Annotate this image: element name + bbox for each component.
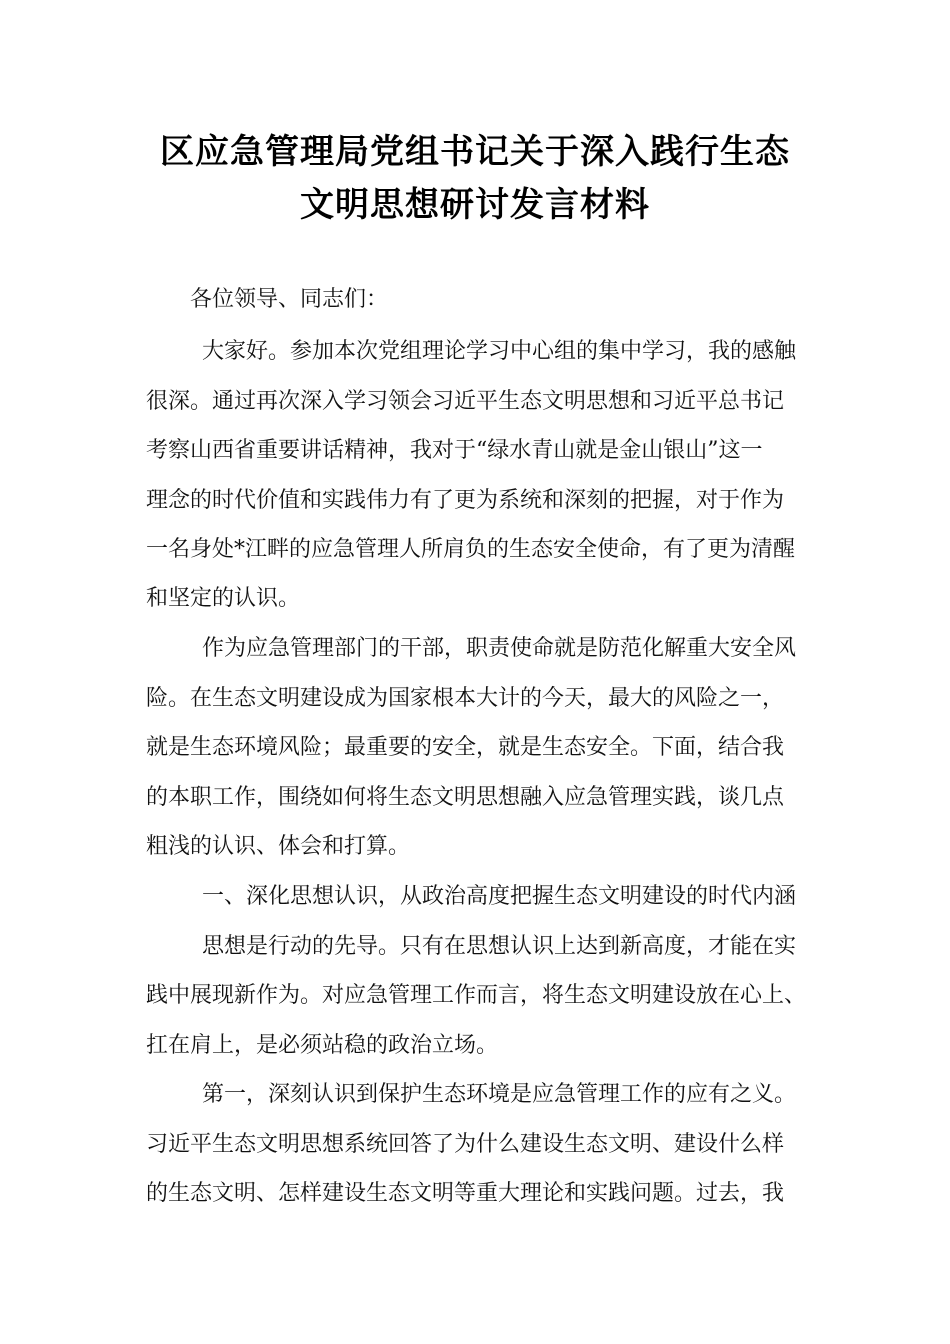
body-line: 和坚定的认识。 [146, 586, 301, 611]
salutation: 各位领导、同志们： [190, 287, 389, 312]
body-line: 践中展现新作为。对应急管理工作而言，将生态文明建设放在心上、 [146, 983, 807, 1008]
body-line: 第一，深刻认识到保护生态环境是应急管理工作的应有之义。 [202, 1082, 797, 1107]
body-line: 作为应急管理部门的干部，职责使命就是防范化解重大安全风 [202, 636, 797, 661]
body-line: 思想是行动的先导。只有在思想认识上达到新高度，才能在实 [202, 934, 797, 959]
document-title-line-2: 文明思想研讨发言材料 [300, 185, 650, 225]
section-heading: 一、深化思想认识，从政治高度把握生态文明建设的时代内涵 [202, 884, 797, 909]
body-line: 扛在肩上，是必须站稳的政治立场。 [146, 1033, 499, 1058]
body-line: 险。在生态文明建设成为国家根本大计的今天，最大的风险之一， [146, 686, 785, 711]
body-line: 的生态文明、怎样建设生态文明等重大理论和实践问题。过去，我 [146, 1181, 785, 1206]
body-line: 理念的时代价值和实践伟力有了更为系统和深刻的把握，对于作为 [146, 488, 785, 513]
body-line: 粗浅的认识、体会和打算。 [146, 834, 411, 859]
body-line: 很深。通过再次深入学习领会习近平生态文明思想和习近平总书记 [146, 389, 785, 414]
body-line: 习近平生态文明思想系统回答了为什么建设生态文明、建设什么样 [146, 1132, 785, 1157]
body-line: 的本职工作，围绕如何将生态文明思想融入应急管理实践，谈几点 [146, 785, 785, 810]
body-line: 考察山西省重要讲话精神，我对于“绿水青山就是金山银山”这一 [146, 438, 763, 463]
document-title-line-1: 区应急管理局党组书记关于深入践行生态 [160, 132, 790, 172]
body-line: 就是生态环境风险；最重要的安全，就是生态安全。下面，结合我 [146, 735, 785, 760]
body-line: 一名身处*江畔的应急管理人所肩负的生态安全使命，有了更为清醒 [146, 537, 796, 562]
body-line: 大家好。参加本次党组理论学习中心组的集中学习，我的感触 [202, 339, 797, 364]
